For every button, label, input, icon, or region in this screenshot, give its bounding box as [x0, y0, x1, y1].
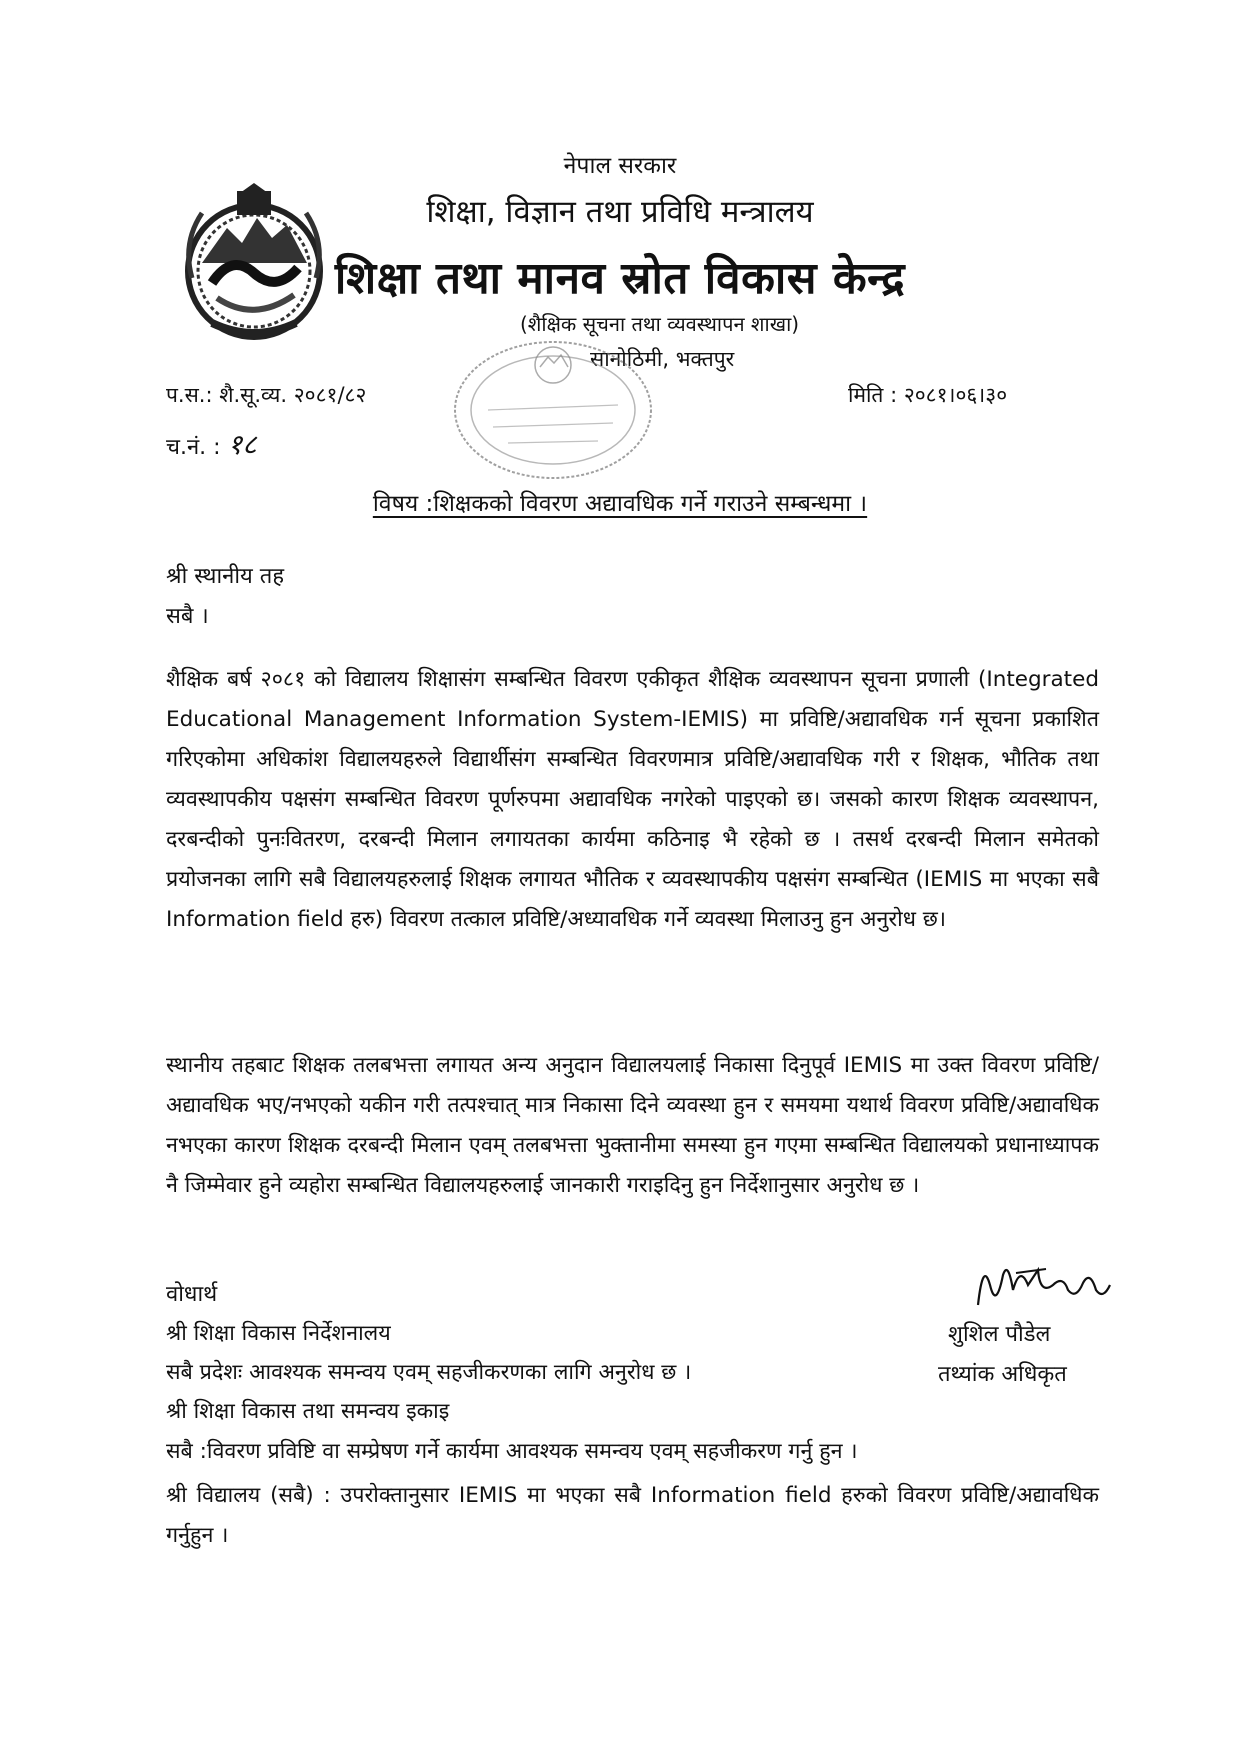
cc-line-3: श्री शिक्षा विकास तथा समन्वय इकाइ [166, 1399, 450, 1424]
cc-line-4: सबै :विवरण प्रविष्टि वा सम्प्रेषण गर्ने कार्यमा आवश्यक समन्वय एवम् सहजीकरण गर्नु हुन । [166, 1439, 858, 1464]
dispatch-number-label: च.नं. : [166, 435, 221, 460]
signatory-title: तथ्यांक अधिकृत [938, 1362, 1067, 1387]
reference-number: प.स.: शै.सू.व्य. २०८१/८२ [166, 383, 367, 407]
dispatch-number-value: १८ [227, 428, 257, 461]
addressee-line-2: सबै । [166, 604, 209, 629]
cc-line-2: सबै प्रदेशः आवश्यक समन्वय एवम् सहजीकरणका लागि अनुरोध छ । [166, 1360, 692, 1385]
addressee-line-1: श्री स्थानीय तह [166, 564, 285, 589]
letter-date: मिति : २०८१।०६।३० [848, 383, 1008, 407]
body-paragraph-1: शैक्षिक बर्ष २०८१ को विद्यालय शिक्षासंग सम्बन्धित विवरण एकीकृत शैक्षिक व्यवस्थापन सूचना प्रणाली (Integrated Educational Management Information System-IEMIS) मा प्रविष्टि/अद्यावधिक गर्न सूचना प्रकाशित गरिएकोमा अधिकांश विद्यालयहरुले विद्यार्थीसंग सम्बन्धित विवरणमात्र प्रविष्टि/अद्यावधिक गरी र शिक्षक, भौतिक तथा व्यवस्थापकीय पक्षसंग सम्बन्धित विवरण पूर्णरुपमा अद्यावधिक नगरेको पाइएको छ। जसको कारण शिक्षक व्यवस्थापन, दरबन्दीको पुनःवितरण, दरबन्दी मिलान लगायतका कार्यमा कठिनाइ भै रहेको छ । तसर्थ दरबन्दी मिलान समेतको प्रयोजनका लागि सबै विद्यालयहरुलाई शिक्षक लगायत भौतिक र व्यवस्थापकीय पक्षसंग सम्बन्धित (IEMIS मा भएका सबै Information field हरु) विवरण तत्काल प्रविष्टि/अध्यावधिक गर्ने व्यवस्था मिलाउनु हुन अनुरोध छ। [166, 667, 1099, 932]
handwritten-signature-icon [968, 1255, 1118, 1315]
dispatch-number [166, 425, 257, 463]
signatory-name: शुशिल पौडेल [948, 1322, 1051, 1347]
office-seal-stamp-icon [448, 335, 658, 485]
body-paragraph-2: स्थानीय तहबाट शिक्षक तलबभत्ता लगायत अन्य अनुदान विद्यालयलाई निकासा दिनुपूर्व IEMIS मा उक्त विवरण प्रविष्टि/अद्यावधिक भए/नभएको यकीन गरी तत्पश्चात् मात्र निकासा दिने व्यवस्था हुन र समयमा यथार्थ विवरण प्रविष्टि/अद्यावधिक नभएका कारण शिक्षक दरबन्दी मिलान एवम् तलबभत्ता भुक्तानीमा समस्या हुन गएमा सम्बन्धित विद्यालयको प्रधानाध्यापक नै जिम्मेवार हुने व्यहोरा सम्बन्धित विद्यालयहरुलाई जानकारी गराइदिनु हुन निर्देशानुसार अनुरोध छ । [166, 1053, 1099, 1198]
center-name: शिक्षा तथा मानव स्रोत विकास केन्द्र [334, 253, 906, 304]
government-name: नेपाल सरकार [563, 153, 677, 179]
cc-line-5: श्री विद्यालय (सबै) : उपरोक्तानुसार IEMIS मा भएका सबै Information field हरुको विवरण प्रविष्टि/अद्यावधिक गर्नुहुन । [166, 1483, 1099, 1548]
branch-name: (शैक्षिक सूचना तथा व्यवस्थापन शाखा) [520, 312, 800, 336]
letter-subject: विषय :शिक्षकको विवरण अद्यावधिक गर्ने गराउने सम्बन्धमा । [372, 491, 868, 517]
cc-title: वोधार्थ [166, 1282, 218, 1307]
ministry-name: शिक्षा, विज्ञान तथा प्रविधि मन्त्रालय [426, 194, 814, 230]
office-location: सानोठिमी, भक्तपुर [590, 347, 735, 371]
cc-line-1: श्री शिक्षा विकास निर्देशनालय [166, 1321, 391, 1346]
